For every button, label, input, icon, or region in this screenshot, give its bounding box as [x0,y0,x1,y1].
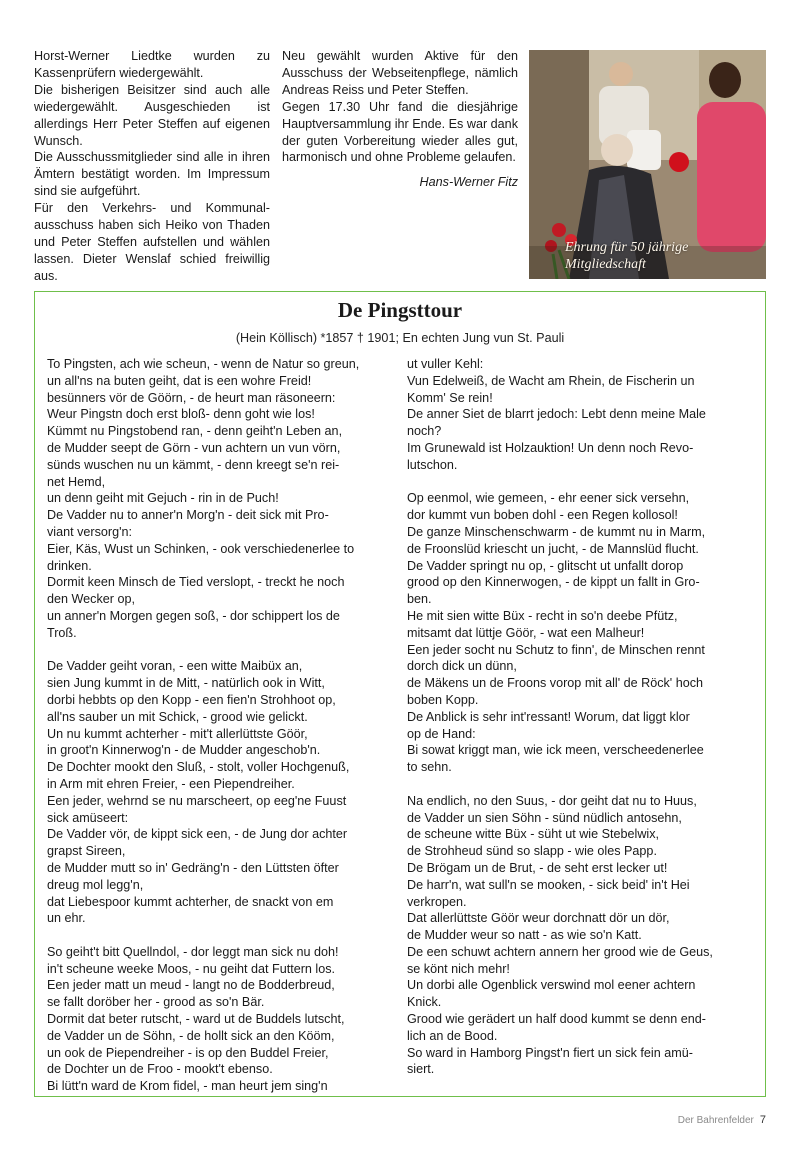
poem-line: besünners vör de Göörn, - de heurt man räsoneern: [47,390,336,405]
poem-line: sick amüseert: [47,810,129,825]
poem-line: grapst Sireen, [47,844,126,859]
poem-line: in't scheune weeke Moos, - nu geiht dat Futtern los. [47,961,336,976]
poem-line: Op eenmol, wie gemeen, - ehr eener sick versehn, [407,491,690,506]
poem-line: De Dochter mookt den Sluß, - stolt, voller Hochgenuß, [47,760,350,775]
poem-line: de Vadder un sien Söhn - sünd nüdlich antosehn, [407,810,682,825]
poem-line: Kümmt nu Pingstobend ran, - denn geiht'n Leben an, [47,424,343,439]
poem-line: mitsamt dat lüttje Göör, - wat een Malheur! [407,625,645,640]
poem-line: viant versorg'n: [47,524,133,539]
poem-line: dor kummt vun boben dohl - een Regen kollosol! [407,508,678,523]
poem-line: He mit sien witte Büx - recht in so'n deebe Pfütz, [407,608,678,623]
poem-stanza [407,490,751,776]
poem-stanza [407,793,751,1079]
article-paragraph: Neu gewählt wurden Aktive für den Ausschuss der Webseitenpflege, nämlich Andreas Reiss und Peter Steffen. [282,49,518,97]
poem-line: to sehn. [407,760,452,775]
poem-line: dreug mol legg'n, [47,877,144,892]
photo-caption: Ehrung für 50 jährige Mitgliedschaft [565,240,689,272]
article-paragraph: Für den Verkehrs- und Kommunalausschuss haben sich Heiko von Thaden und Peter Steffen aufstellen und wählen lassen. Dieter Wenslaf schied freiwillig aus. [34,201,270,283]
poem-line: De anner Siet de blarrt jedoch: Lebt denn meine Male [407,407,706,422]
poem-column-right [407,356,751,1095]
article-paragraph: Horst-Werner Liedtke wurden zu Kassenprüfern wiedergewählt. [34,49,270,80]
poem-line: lutschon. [407,457,458,472]
poem-line: Een jeder socht nu Schutz to finn', de Minschen rennt [407,642,705,657]
poem-line: noch? [407,424,442,439]
poem-line: boben Kopp. [407,692,479,707]
poem-line: se könt nich mehr! [407,961,510,976]
poem-line: sünds wuschen nu un kämmt, - denn kreegt se'n rei- [47,457,340,472]
poem-stanza [47,658,391,927]
poem-line: un ook de Piependreiher - is op den Buddel Freier, [47,1045,329,1060]
poem-line: Dormit dat beter rutscht, - ward ut de Buddels lutscht, [47,1012,345,1027]
poem-title: De Pingsttour [337,298,463,322]
poem-line: un ehr. [47,911,86,926]
poem-box [34,291,766,1097]
poem-line: grood op den Kinnerwogen, - de kippt un fallt in Gro- [407,575,700,590]
poem-line: Vun Edelweiß, de Wacht am Rhein, de Fischerin un [407,373,695,388]
poem-line: Un dorbi alle Ogenblick verswind mol eener achtern [407,978,696,993]
poem-line: de Mäkens un de Froons vorop mit all' de Röck' hoch [407,676,704,691]
poem-line: De Vadder geiht voran, - een witte Maibüx an, [47,659,303,674]
poem-line: So geiht't bitt Quellndol, - dor leggt man sick nu doh! [47,944,339,959]
poem-line: in groot'n Kinnerwog'n - de Mudder angeschob'n. [47,743,321,758]
poem-line: lich an de Bood. [407,1028,498,1043]
poem-line: Eier, Käs, Wust un Schinken, - ook verschiedenerlee to [47,541,355,556]
poem-line: Weur Pingstn doch erst bloß- denn goht wie los! [47,407,315,422]
poem-line: Bi lütt'n ward de Krom fidel, - man heurt jem sing'n [47,1079,328,1094]
poem-line: De harr'n, wat sull'n se mooken, - sick beid' in't Hei [407,877,690,892]
poem-line: de scheune witte Büx - süht ut wie Stebelwix, [407,827,660,842]
poem-line: De Vadder nu to anner'n Morg'n - deit sick mit Pro- [47,508,329,523]
poem-line: Een jeder matt un meud - langt no de Bodderbreud, [47,978,335,993]
poem-line: Een jeder, wehrnd se nu marscheert, op eeg'ne Fuust [47,793,347,808]
poem-subtitle: (Hein Köllisch) *1857 † 1901; En echten Jung vun St. Pauli [235,331,565,345]
poem-line: De Vadder springt nu op, - glitscht ut unfallt dorop [407,558,684,573]
poem-line: To Pingsten, ach wie scheun, - wenn de Natur so greun, [47,357,360,371]
poem-line: Na endlich, no den Suus, - dor geiht dat nu to Huus, [407,793,697,808]
article-column-middle [282,48,518,191]
poem-line: de Dochter un de Froo - mookt't ebenso. [47,1062,273,1077]
poem-column-left [47,356,391,1112]
poem-line: verkropen. [407,894,467,909]
poem-line: siert. [407,1062,435,1077]
poem-line: un denn geiht mit Gejuch - rin in de Puch! [47,491,279,506]
poem-line: op de Hand: [407,726,476,741]
poem-line: Dormit keen Minsch de Tied verslopt, - treckt he noch [47,575,345,590]
poem-line: Knick. [407,995,442,1010]
poem-line: se fallt doröber her - grood as so'n Bär. [47,995,265,1010]
poem-line: ben. [407,592,432,607]
article-paragraph: Die Ausschussmitglieder sind alle in ihren Ämtern bestätigt worden. Im Impressum sind sie aufgeführt. [34,150,270,199]
poem-line: dat Liebespoor kummt achterher, de snackt von em [47,894,334,909]
article-paragraph: Gegen 17.30 Uhr fand die diesjährige Hauptversammlung ihr Ende. Es war dank der guten Vorbereitung wieder alles gut, harmonisch und ohne Probleme gelaufen. [282,99,518,165]
poem-line: De ganze Minschenschwarm - de kummt nu in Marm, [407,524,706,539]
poem-line: net Hemd, [47,474,106,489]
poem-line: So ward in Hamborg Pingst'n fiert un sick fein amü- [407,1045,693,1060]
poem-line: un all'ns na buten geiht, dat is een wohre Freid! [47,373,312,388]
poem-line: de Vadder un de Söhn, - de hollt sick an den Kööm, [47,1028,335,1043]
poem-line: Troß. [47,625,77,640]
poem-stanza [47,356,391,642]
poem-line: den Wecker op, [47,592,135,607]
member-honor-photo [529,50,766,279]
poem-line: De Brögam un de Brut, - de seht erst lecker ut! [407,860,668,875]
poem-line: Grood wie gerädert un half dood kummt se denn end- [407,1012,706,1027]
poem-line: in Arm mit ehren Freier, - een Piependreiher. [47,776,295,791]
page-footer [678,1114,766,1126]
article-paragraph: Die bisherigen Beisitzer sind auch alle wiedergewählt. Ausgeschieden ist allerdings Herr Peter Steffen auf eigenen Wunsch. [34,82,270,148]
poem-line: de Mudder mutt so in' Gedräng'n - den Lüttsten öfter [47,860,339,875]
poem-line: all'ns sauber un mit Schick, - grood wie gelickt. [47,709,308,724]
poem-line: Un nu kummt achterher - mit't allerlüttste Göör, [47,726,308,741]
article-author: Hans-Werner Fitz [419,175,518,190]
poem-line: de Strohheud sünd so slapp - wie oles Papp. [407,844,657,859]
poem-line: De een schuwt achtern annern her grood wie de Geus, [407,944,713,959]
poem-line: Komm' Se rein! [407,390,493,405]
poem-line: Dat allerlüttste Göör weur dorchnatt dör un dör, [407,911,670,926]
poem-line: dorbi hebbts op den Kopp - een fien'n Strohhoot op, [47,692,336,707]
publication-name: Der Bahrenfelder [677,1115,754,1126]
poem-line: de Mudder seept de Görn - vun achtern un vun vörn, [47,440,341,455]
poem-line: Bi sowat kriggt man, wie ick meen, verscheedenerlee [407,743,704,758]
poem-line: un anner'n Morgen gegen soß, - dor schippert los de [47,608,340,623]
poem-line: De Anblick is sehr int'ressant! Worum, dat liggt klor [407,709,690,724]
poem-stanza [47,944,391,1095]
page-number: 7 [759,1114,766,1126]
poem-line: De Vadder vör, de kippt sick een, - de Jung dor achter [47,827,348,842]
poem-line: de Mudder weur so natt - as wie so'n Katt. [407,928,642,943]
poem-line: dorch dick un dünn, [407,659,517,674]
poem-line: ut vuller Kehl: [407,357,484,371]
poem-line: Im Grunewald ist Holzauktion! Un denn noch Revo- [407,440,694,455]
poem-line: sien Jung kummt in de Mitt, - natürlich ook in Witt, [47,676,325,691]
poem-stanza [407,356,751,474]
article-column-left [34,48,270,285]
poem-line: drinken. [47,558,92,573]
poem-line: de Froonslüd kriescht un jucht, - de Mannslüd flucht. [407,541,699,556]
